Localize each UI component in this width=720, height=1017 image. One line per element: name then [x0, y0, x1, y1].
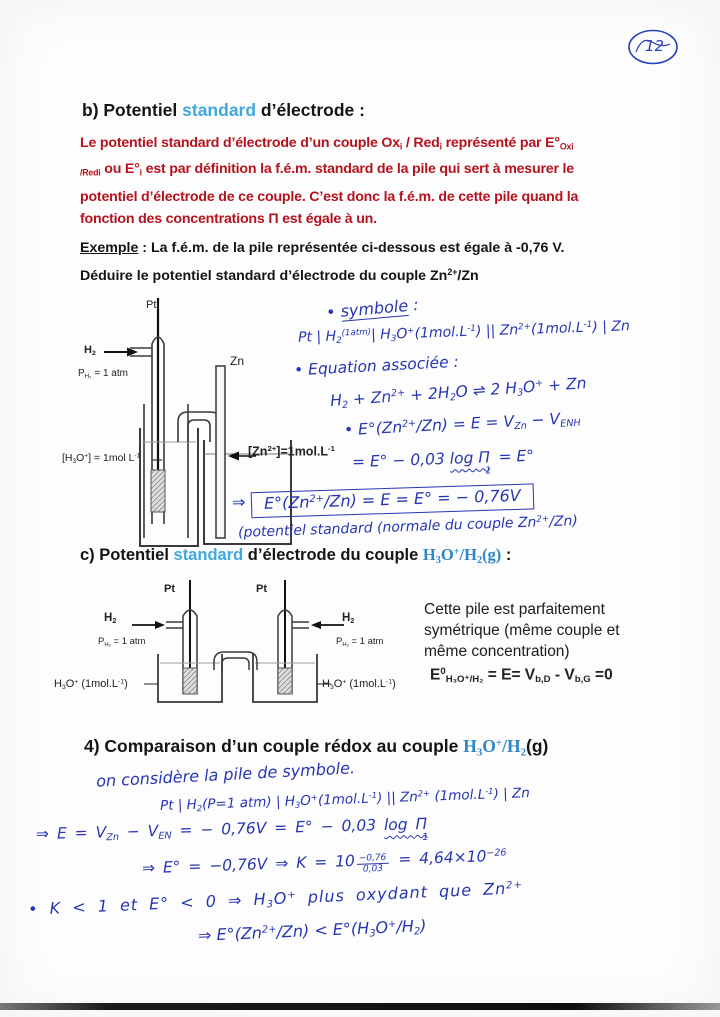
exemple-text: : La f.é.m. de la pile représentée ci-dessous est égale à -0,76 V.	[138, 240, 565, 256]
heading-mid: d’électrode du couple	[243, 546, 423, 564]
hw-cell-notation: Pt | $H2^{(1atm)}|$ $H3O^+(1mol.L^{-1})$ || $Zn^{2+}(1mol.L^{-1})$ | Zn	[297, 318, 631, 347]
zn-concentration-label: $[Zn^{2+}]=1mol.L^{-1}$	[248, 444, 335, 459]
h2-arrowhead-left	[155, 621, 165, 629]
pressure-label-right: PH₂ = 1 atm	[336, 636, 384, 648]
heading-prefix: c) Potentiel	[80, 546, 174, 564]
pt-electrode-right	[278, 668, 292, 694]
section-c-heading	[80, 545, 511, 566]
page-number: 12	[645, 37, 665, 55]
hw-implies-arrow: ⇒	[231, 492, 246, 512]
heading-prefix: b) Potentiel	[82, 100, 183, 120]
pt-electrode-left	[183, 668, 197, 694]
salt-bridge	[214, 652, 257, 670]
heading-suffix: :	[501, 546, 512, 564]
exemple-line-2: Déduire le potentiel standard d’électrode du couple $Zn^{2+}/Zn$	[80, 267, 479, 284]
exemple-line-1	[80, 240, 564, 256]
standard-potential-zero-formula: $E^0H_3O^+/H_2 = E= Vb,D - Vb,G =0$	[430, 666, 613, 686]
h3o-label-right: H3O+ $(1mol.L^{-1})$	[322, 678, 396, 692]
pressure-label-left: PH₂ = 1 atm	[98, 636, 146, 648]
hw-oxidant-conclusion: • K < 1 et E° < 0 ⇒ H3O+ plus oxydant que $Zn^{2+}$	[27, 878, 523, 919]
salt-bridge-inner	[222, 658, 249, 670]
heading-prefix: 4) Comparaison d’un couple rédox au couple	[84, 736, 464, 756]
h2-label-left: H2	[104, 612, 117, 626]
gas-inlet-left	[166, 622, 183, 628]
pt-label-right: Pt	[256, 583, 267, 595]
h3o-label-left: H3O+ $(1mol.L^{-1})$	[54, 678, 128, 692]
hw-potential-relation: • $E^\circ(Zn^{2+}/Zn) = E$ = VZn − VENH	[343, 409, 581, 440]
hw-potential-comparison: ⇒ $E^\circ(Zn^{2+}/Zn) < E^\circ(H3O^+/H2)$	[197, 916, 427, 945]
h2-arrowhead	[127, 348, 138, 357]
hw-result-caption: (potentiel standard (normale du couple $Zn^{2+}/Zn$)	[237, 513, 579, 541]
h2-label: H2	[84, 344, 96, 358]
hw-result-line	[232, 485, 534, 516]
heading-suffix: d’électrode :	[256, 100, 365, 120]
hw-cell-notation-2: Pt | H2(P=1 atm) | $H3O^+(1mol.L^{-1})$ || $Zn^{2+}$ $(1mol.L^{-1})$ | Zn	[159, 785, 531, 815]
hw-consider-pile: on considère la pile de symbole.	[95, 758, 356, 791]
gas-inlet-right	[292, 622, 309, 628]
h2-label-right: H2	[342, 612, 355, 626]
section-b-heading	[82, 100, 365, 121]
hw-symbole-title: • symbole :	[325, 294, 420, 323]
left-beaker	[140, 428, 198, 546]
pt-label-left: Pt	[164, 583, 175, 595]
zn-rod-label: Zn	[230, 354, 245, 368]
zn-conc-arrowhead	[228, 452, 239, 461]
couple-formula: H3O+/H2	[463, 736, 526, 759]
definition-line-2: /Redi ou E°i est par définition la f.é.m. standard de la pile qui sert à mesurer le	[80, 161, 574, 178]
exemple-label: Exemple	[80, 240, 139, 256]
pile-note-line-3: même concentration)	[424, 643, 570, 660]
definition-line-3: potentiel d’électrode de ce couple. C’est donc la f.é.m. de cette pile quand la	[80, 189, 579, 205]
pt-label: Pt	[146, 299, 157, 311]
hw-nernst-simplification: = E° − 0,03 $\log \Pi_1 = E^\circ$	[351, 446, 535, 477]
section-4-heading	[84, 736, 548, 758]
pile-note-line-2: symétrique (même couple et	[424, 622, 620, 639]
definition-line-4: fonction des concentrations Π est égale à un.	[80, 211, 377, 227]
hw-constant-k: ⇒ E° = −0,76V ⇒ K = 10 $\frac{-0,76}{0,03}$ = $4,64\times 10^{-26}$	[141, 847, 507, 878]
h2-arrowhead-right	[311, 621, 321, 629]
h3o-concentration-label: [H3O+] = 1mol $L^{-1}$	[62, 452, 141, 465]
heading-highlight-standard: standard	[173, 546, 244, 564]
pressure-label: PH₂ = 1 atm	[78, 368, 128, 380]
pt-electrode	[151, 470, 165, 512]
hw-equation-title: • Equation associée :	[293, 352, 460, 380]
hw-emf-relation: ⇒ E = VZn − VEN = − 0,76V = E° − 0,03 $\log \Pi_1$	[35, 814, 429, 844]
page-number-mark	[626, 26, 680, 68]
definition-line-1: Le potentiel standard d’électrode d’un couple Oxi / Redi représenté par E°Oxi	[80, 135, 574, 152]
couple-formula: H3O+/H2(g)	[422, 545, 502, 567]
heading-highlight-standard: standard	[182, 100, 257, 120]
scan-bottom-edge	[0, 1003, 720, 1010]
hw-reaction-equation: $H2 + Zn^{2+} + 2H2O$ ⇌ 2 H3O+ + Zn	[329, 374, 588, 411]
zinc-rod	[216, 366, 225, 538]
hw-boxed-result: $E^\circ(Zn^{2+}/Zn) = E = E^\circ$ = − 0,76V	[250, 483, 533, 518]
pile-note-line-1: Cette pile est parfaitement	[424, 601, 605, 618]
heading-tail: (g)	[526, 736, 549, 756]
